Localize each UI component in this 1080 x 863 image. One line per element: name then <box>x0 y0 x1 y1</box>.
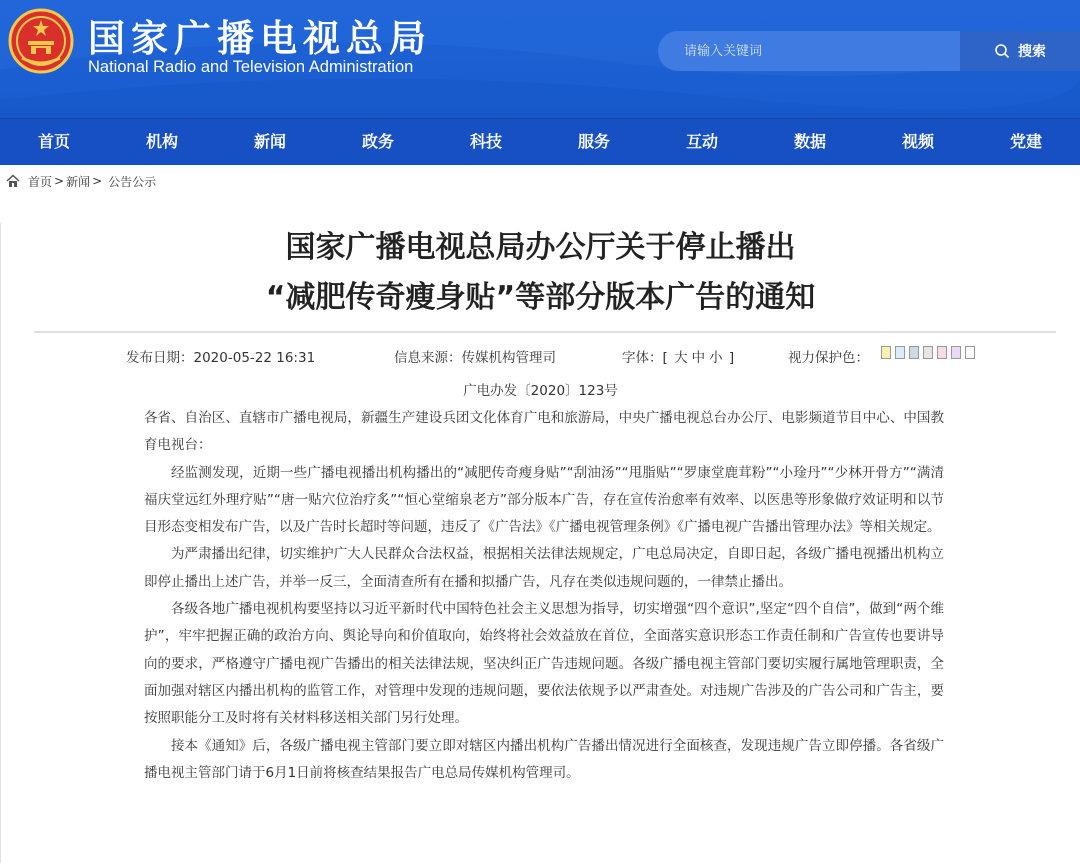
breadcrumb-separator: > <box>54 174 65 188</box>
breadcrumb-current[interactable]: 公告公示 <box>108 174 157 189</box>
article-title-line1: 国家广播电视总局办公厅关于停止播出 <box>285 230 796 265</box>
vision-color-swatch[interactable] <box>937 346 947 359</box>
font-size-large-button[interactable]: 大 <box>674 350 688 366</box>
article-title <box>1 223 1080 323</box>
site-header <box>0 0 1080 118</box>
breadcrumb <box>0 165 1080 197</box>
vision-color-swatch[interactable] <box>895 346 905 359</box>
nav-item-data[interactable]: 数据 <box>793 132 826 151</box>
vision-color-swatch[interactable] <box>951 346 961 359</box>
article-container <box>0 223 1080 863</box>
info-source-value: 传媒机构管理司 <box>461 350 556 366</box>
info-source <box>394 346 556 366</box>
body-paragraph: 经监测发现，近期一些广播电视播出机构播出的“减肥传奇瘦身贴”“刮油汤”“甩脂贴”“罗康堂鹿茸粉”“小琻丹”“少林开骨方”“满清福庆堂远红外理疗贴”“唐一贴穴位治疗炙”“恒心堂缩泉老方”部分版本广告，存在宣传治愈率有效率、以医患等形象做疗效证明和以节目形态变相发布广告，以及广告时长超时等问题，违反了《广告法》《广播电视管理条例》《广播电视广告播出管理办法》等相关规定。 <box>144 464 944 536</box>
breadcrumb-news-link[interactable]: 新闻 <box>66 174 91 189</box>
vision-color-label: 视力保护色： <box>788 350 869 366</box>
search-input[interactable] <box>658 31 960 71</box>
font-size-bracket-open: [ <box>662 350 668 366</box>
nav-item-organization[interactable]: 机构 <box>145 132 178 151</box>
search-icon <box>994 43 1010 59</box>
search-button-label: 搜索 <box>1018 44 1046 60</box>
publish-date <box>126 346 315 366</box>
search-button[interactable] <box>960 31 1080 71</box>
site-title-en[interactable]: National Radio and Television Administration <box>88 58 414 76</box>
font-size-label: 字体： <box>622 350 663 366</box>
info-source-label: 信息来源： <box>394 350 462 366</box>
article-title-line2: “减肥传奇瘦身贴”等部分版本广告的通知 <box>265 280 816 315</box>
nav-item-services[interactable]: 服务 <box>577 132 610 151</box>
font-size-switcher <box>622 346 734 366</box>
nav-item-video[interactable]: 视频 <box>901 132 934 151</box>
nav-item-home[interactable]: 首页 <box>37 132 70 151</box>
document-number: 广电办发〔2020〕123号 <box>463 383 618 399</box>
body-paragraph: 为严肃播出纪律，切实维护广大人民群众合法权益，根据相关法律法规规定，广电总局决定，自即日起，各级广播电视播出机构立即停止播出上述广告，并举一反三，全面清查所有在播和拟播广告，凡存在类似违规问题的，一律禁止播出。 <box>144 546 944 590</box>
recipients-paragraph: 各省、自治区、直辖市广播电视局，新疆生产建设兵团文化体育广电和旅游局，中央广播电视总台办公厅、电影频道节目中心、中国教育电视台： <box>144 410 944 454</box>
vision-color-swatches <box>881 346 975 359</box>
vision-color-swatch[interactable] <box>965 346 975 359</box>
national-emblem-icon[interactable] <box>8 8 74 74</box>
body-paragraph: 接本《通知》后，各级广播电视主管部门要立即对辖区内播出机构广告播出情况进行全面核查，发现违规广告立即停播。各省级广播电视主管部门请于6月1日前将核查结果报告广电总局传媒机构管理司。 <box>144 737 944 781</box>
vision-color-swatch[interactable] <box>909 346 919 359</box>
breadcrumb-home-link[interactable]: 首页 <box>28 174 53 189</box>
font-size-medium-button[interactable]: 中 <box>691 350 706 366</box>
article-body <box>144 405 944 787</box>
font-size-bracket-close: ] <box>728 350 735 366</box>
vision-color-swatch[interactable] <box>923 346 933 359</box>
nav-item-government-affairs[interactable]: 政务 <box>361 132 394 151</box>
main-nav <box>0 118 1080 165</box>
article-meta <box>1 333 1080 373</box>
font-size-small-button[interactable]: 小 <box>709 350 723 366</box>
vision-color-swatch[interactable] <box>881 346 891 359</box>
nav-item-technology[interactable]: 科技 <box>469 132 502 151</box>
site-title-cn[interactable]: 国家广播电视总局 <box>88 17 432 60</box>
nav-item-interaction[interactable]: 互动 <box>685 132 718 151</box>
publish-date-value: 2020-05-22 16:31 <box>193 350 316 366</box>
nav-item-party-building[interactable]: 党建 <box>1009 132 1042 151</box>
publish-date-label: 发布日期： <box>126 350 194 366</box>
body-paragraph: 各级各地广播电视机构要坚持以习近平新时代中国特色社会主义思想为指导，切实增强“四个意识”,坚定“四个自信”，做到“两个维护”，牢牢把握正确的政治方向、舆论导向和价值取向，始终将社会效益放在首位，全面落实意识形态工作责任制和广告宣传也要讲导向的要求，严格遵守广播电视广告播出的相关法律法规，坚决纠正广告违规问题。各级广播电视主管部门要切实履行属地管理职责，全面加强对辖区内播出机构的监管工作，对管理中发现的违规问题，要依法依规予以严肃查处。对违规广告涉及的广告公司和广告主，要按照职能分工及时将有关材料移送相关部门另行处理。 <box>144 601 944 727</box>
home-icon <box>6 174 20 188</box>
nav-item-news[interactable]: 新闻 <box>253 132 286 151</box>
breadcrumb-separator: > <box>92 174 103 188</box>
